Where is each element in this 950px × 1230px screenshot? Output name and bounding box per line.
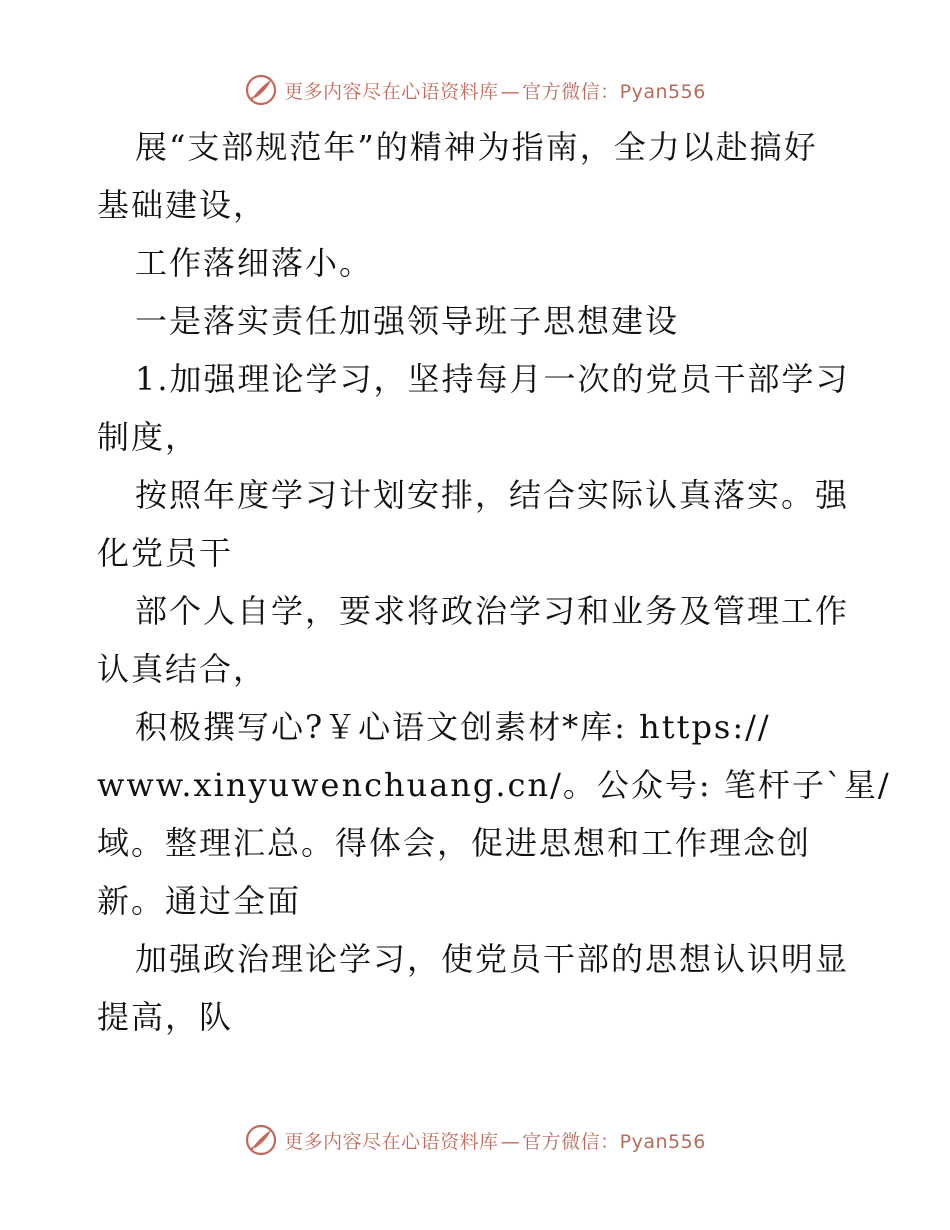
banner-site-text: 更多内容尽在心语资料库 — [284, 80, 499, 103]
banner-wechat-text: 官方微信：Pyan556 — [522, 1130, 706, 1153]
banner-separator: — — [500, 80, 521, 103]
text-line: 1.加强理论学习，坚持每月一次的党员干部学习 — [135, 360, 850, 398]
text-line: 部个人自学，要求将政治学习和业务及管理工作 — [135, 592, 850, 630]
document-body — [97, 118, 891, 1046]
text-line: 化党员干 — [97, 534, 234, 572]
text-line: 积极撰写心?￥心语文创素材*库: https:// — [135, 708, 771, 746]
text-line: 基础建设， — [97, 186, 268, 224]
banner-separator: — — [500, 1130, 521, 1153]
text-line: 域。整理汇总。得体会，促进思想和工作理念创 — [97, 824, 812, 862]
text-line: www.xinyuwenchuang.cn/。公众号: 笔杆子`星/ — [97, 766, 891, 804]
text-line: 制度， — [97, 418, 200, 456]
text-line: 新。通过全面 — [97, 882, 302, 920]
text-line: 展“支部规范年”的精神为指南，全力以赴搞好 — [135, 128, 818, 166]
banner-wechat-text: 官方微信：Pyan556 — [522, 80, 706, 103]
feather-pen-logo-icon — [244, 1123, 278, 1157]
banner-site-text: 更多内容尽在心语资料库 — [284, 1130, 499, 1153]
text-line: 认真结合， — [97, 650, 268, 688]
text-line: 工作落细落小。 — [135, 244, 374, 282]
text-line: 按照年度学习计划安排，结合实际认真落实。强 — [135, 476, 850, 514]
text-line: 提高，队 — [97, 998, 234, 1036]
text-line: 一是落实责任加强领导班子思想建设 — [135, 302, 680, 340]
footer-banner — [0, 1120, 950, 1160]
feather-pen-logo-icon — [244, 73, 278, 107]
header-banner — [0, 70, 950, 110]
text-line: 加强政治理论学习，使党员干部的思想认识明显 — [135, 940, 850, 978]
